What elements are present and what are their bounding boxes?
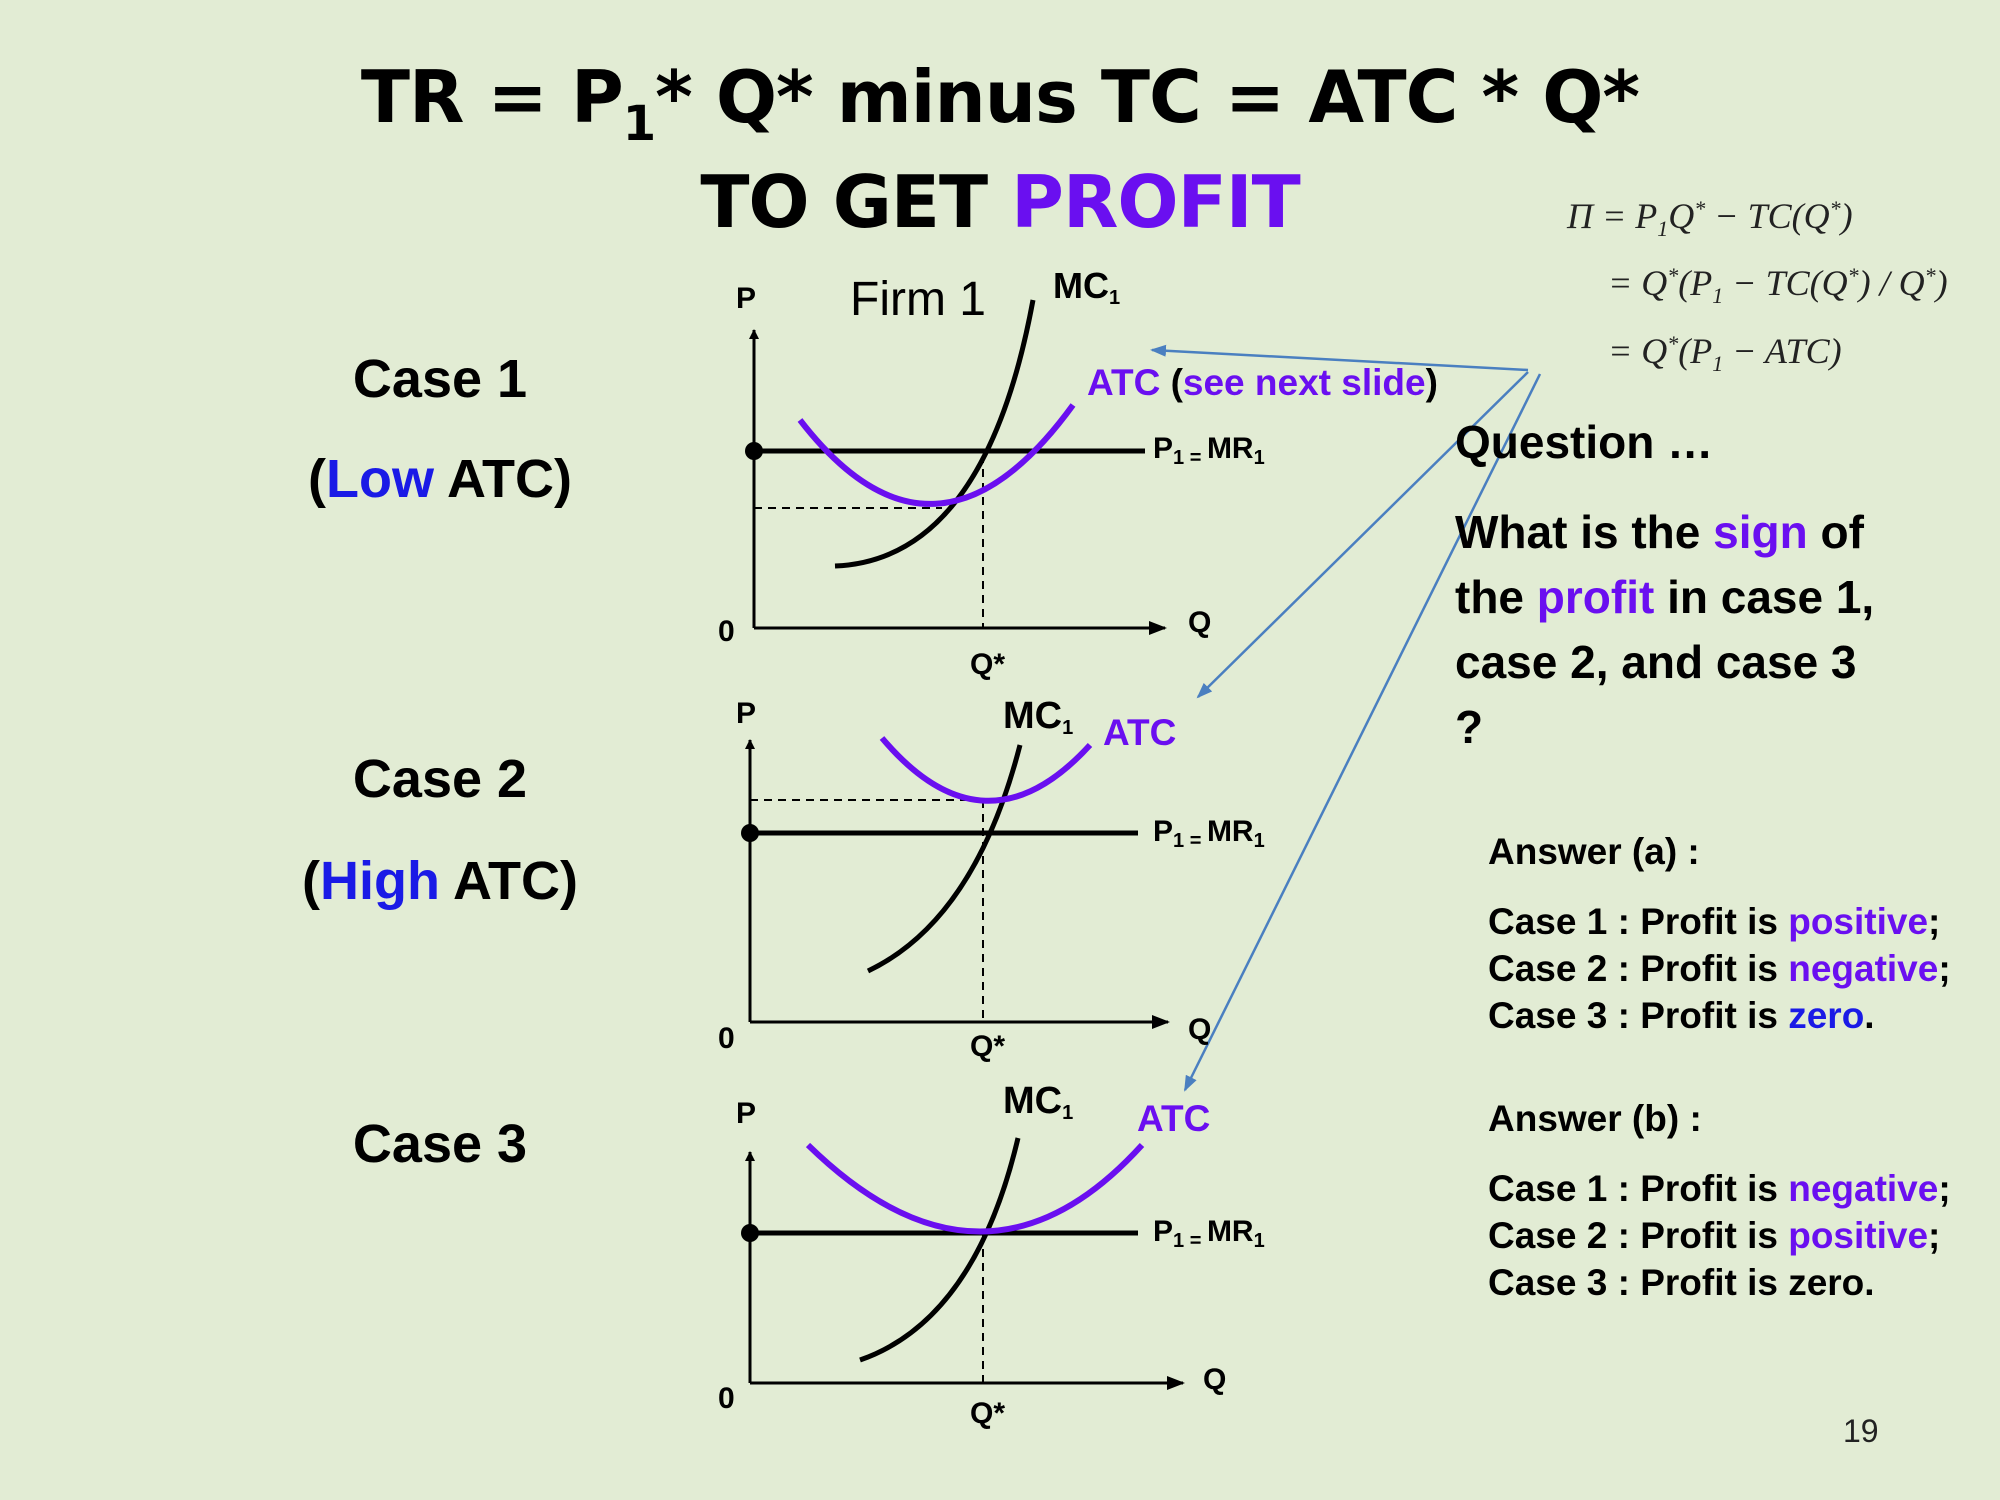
case-2-qualifier: (High ATC) [302, 851, 578, 911]
p-axis-label: P [736, 282, 757, 315]
answer-a-row: Case 2 : Profit is negative; [1488, 948, 1951, 989]
mc-label: $MC_1$ [1003, 695, 1074, 739]
answer-b-list [1488, 1165, 1951, 1306]
mc-curve [835, 300, 1033, 566]
formula-line-1: $\Pi = P_1Q^* - TC(Q^*)$ [1567, 196, 1853, 241]
graph-case-1 [745, 300, 1165, 628]
graph-case-2 [741, 738, 1168, 1022]
atc-label-with-note: ATC (see next slide) [1087, 362, 1438, 403]
q-axis-label: Q [1188, 606, 1212, 639]
qstar-label: Q* [970, 1030, 1006, 1063]
case-1-qualifier: (Low ATC) [308, 449, 572, 509]
answer-a-row: Case 3 : Profit is zero. [1488, 995, 1875, 1036]
atc-label: ATC [1137, 1098, 1211, 1139]
atc-curve [808, 1145, 1142, 1232]
atc-label: ATC [1103, 712, 1177, 753]
mc-curve [860, 1138, 1018, 1360]
answer-a-heading: Answer (a) : [1488, 831, 1700, 872]
price-dot [741, 1224, 759, 1242]
title-text: * Q* minus TC = ATC * Q* [655, 55, 1640, 139]
price-dot [745, 442, 763, 460]
mc-label: $MC_1$ [1053, 265, 1121, 309]
case-2-high-word: High [320, 851, 440, 911]
price-mr-label: $P_1$ $_=$ $MR_1$ [1153, 432, 1265, 469]
atc-curve [882, 738, 1090, 801]
question-body: What is the sign of the profit in case 1, case 2, and case 3 ? [1455, 506, 1875, 753]
answer-b-row: Case 2 : Profit is positive; [1488, 1215, 1941, 1256]
title-subscript: 1 [622, 96, 656, 152]
origin-label: 0 [718, 1382, 735, 1415]
question-profit-word: profit [1536, 571, 1655, 623]
price-mr-label: $P_1$ $_=$ $MR_1$ [1153, 1215, 1265, 1252]
price-dot [741, 824, 759, 842]
qstar-label: Q* [970, 1397, 1006, 1430]
qstar-label: Q* [970, 648, 1006, 681]
answer-a-row: Case 1 : Profit is positive; [1488, 901, 1941, 942]
q-axis-label: Q [1188, 1013, 1212, 1046]
title-profit-word: PROFIT [1011, 160, 1300, 244]
graph-case-3 [741, 1138, 1183, 1383]
case-2-title: Case 2 [352, 749, 528, 809]
origin-label: 0 [718, 1022, 735, 1055]
case-1-low-word: Low [326, 449, 434, 509]
atc-curve [800, 405, 1073, 504]
q-axis-label: Q [1203, 1363, 1227, 1396]
price-mr-label: $P_1$ $_=$ $MR_1$ [1153, 815, 1265, 852]
formula-line-2: = $Q^*(P_1 - TC(Q^*) / Q^*)$ [1608, 263, 1948, 308]
title-text: TR = P [360, 55, 623, 139]
case-1-title: Case 1 [352, 349, 528, 409]
firm-label: Firm 1 [850, 273, 986, 326]
p-axis-label: P [736, 1097, 757, 1130]
slide-number: 19 [1843, 1413, 1879, 1449]
mc-curve [868, 745, 1020, 971]
atc-label: ATC [1087, 362, 1161, 403]
answer-a-list [1488, 898, 1951, 1039]
case-3-title: Case 3 [352, 1114, 528, 1174]
answer-b-row: Case 1 : Profit is negative; [1488, 1168, 1951, 1209]
p-axis-label: P [736, 697, 757, 730]
answer-b-heading: Answer (b) : [1488, 1098, 1702, 1139]
see-next-slide-note: see next slide [1182, 362, 1426, 403]
question-sign-word: sign [1713, 506, 1808, 558]
mc-label: $MC_1$ [1003, 1080, 1074, 1124]
origin-label: 0 [718, 615, 735, 648]
answer-b-row: Case 3 : Profit is zero. [1488, 1262, 1875, 1303]
formula-line-3: = $Q^*(P_1 - ATC)$ [1608, 331, 1842, 376]
question-heading: Question … [1455, 416, 1714, 468]
title-text: TO GET [700, 160, 1012, 244]
